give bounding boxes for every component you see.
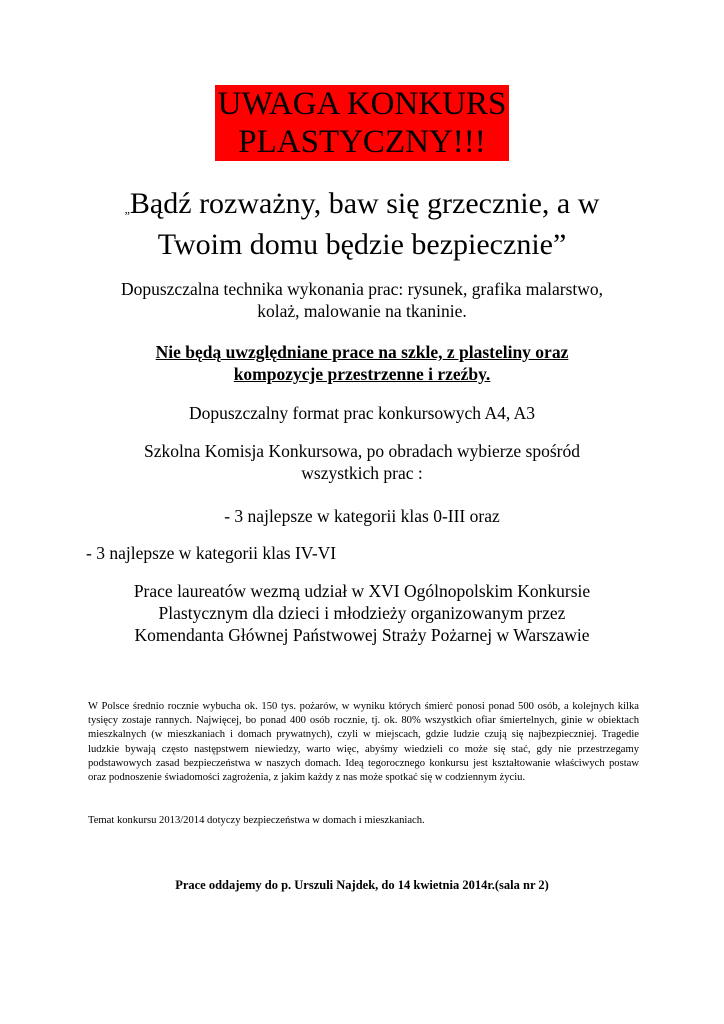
- allowed-format: Dopuszczalny format prac konkursowych A4, A3: [188, 403, 536, 423]
- excluded-works-warning: [70, 341, 654, 385]
- allowed-techniques: [70, 278, 654, 322]
- contest-theme: Temat konkursu 2013/2014 dotyczy bezpieczeństwa w domach i mieszkaniach.: [88, 815, 425, 826]
- techniques-line-2: kolaż, malowanie na tkaninie.: [257, 301, 467, 321]
- laureates-line-1: Prace laureatów wezmą udział w XVI Ogólnopolskim Konkursie: [133, 581, 591, 601]
- commission-line-1: Szkolna Komisja Konkursowa, po obradach wybierze spośród: [144, 441, 580, 461]
- warning-line-2: kompozycje przestrzenne i rzeźby.: [233, 364, 491, 384]
- fire-statistics-paragraph: W Polsce średnio rocznie wybucha ok. 150 tys. pożarów, w wyniku których śmierć ponosi ponad 500 osób, a kolejnych kilka tysięcy zostaje rannych. Najwięcej, bo ponad 400 osób rocznie, tj. ok. 80% wszystkich ofiar śmiertelnych, ginie w obiektach mieszkalnych (w mieszkaniach i domach prywatnych), czyli w miejscach, gdzie ludzie czują się najbezpieczniej. Tragedie ludzkie bywają często następstwem niewiedzy, warto więc, abyśmy wiedzieli co może się stać, gdy nie przestrzegamy podstawowych zasad bezpieczeństwa w naszych domach. Ideą tegorocznego konkursu jest kształtowanie właściwych postaw oraz podnoszenie świadomości zagrożenia, z jakim każdy z nas może spotkać się w codziennym życiu.: [88, 701, 639, 784]
- laureates-line-2: Plastycznym dla dzieci i młodzieży organizowanym przez: [158, 603, 566, 623]
- submission-deadline: Prace oddajemy do p. Urszuli Najdek, do 14 kwietnia 2014r.(sala nr 2): [175, 878, 549, 892]
- title-line-1: UWAGA KONKURS: [217, 86, 507, 122]
- title-line-2: PLASTYCZNY!!!: [238, 124, 486, 160]
- contest-title: [215, 85, 510, 161]
- laureates-statement: [90, 580, 634, 646]
- contest-slogan: [60, 186, 664, 263]
- slogan-line-2: Twoim domu będzie bezpiecznie”: [157, 228, 567, 261]
- category-iv-vi: - 3 najlepsze w kategorii klas IV-VI: [86, 543, 337, 563]
- category-0-iii: - 3 najlepsze w kategorii klas 0-III oraz: [224, 506, 500, 526]
- commission-line-2: wszystkich prac :: [301, 463, 423, 483]
- laureates-line-3: Komendanta Głównej Państwowej Straży Pożarnej w Warszawie: [134, 625, 590, 645]
- title-block: [0, 85, 724, 161]
- slogan-line-1: Bądź rozważny, baw się grzecznie, a w: [129, 187, 600, 220]
- techniques-line-1: Dopuszczalna technika wykonania prac: rysunek, grafika malarstwo,: [120, 279, 604, 299]
- commission-statement: [70, 440, 654, 484]
- slogan-open-quote: „: [124, 202, 130, 216]
- warning-line-1: Nie będą uwzględniane prace na szkle, z plasteliny oraz: [155, 342, 569, 362]
